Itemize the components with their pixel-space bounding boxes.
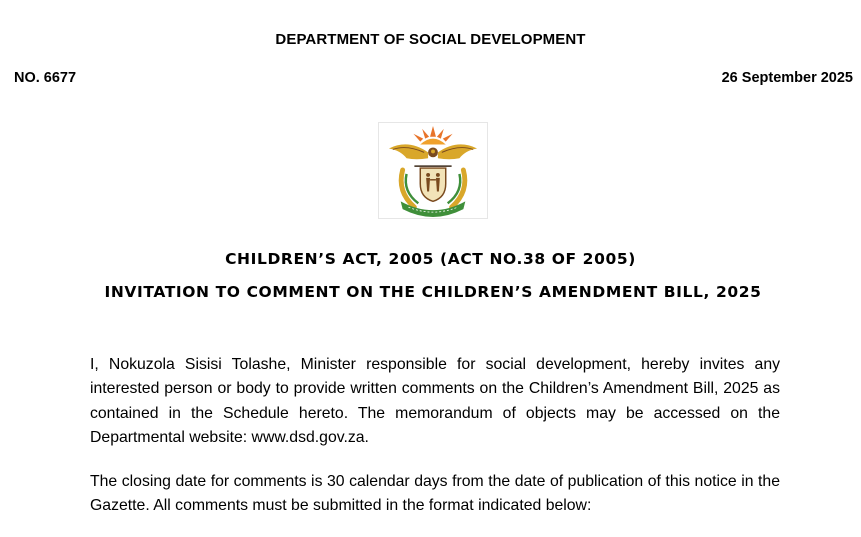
- invitation-title: INVITATION TO COMMENT ON THE CHILDREN’S AMENDMENT BILL, 2025: [104, 283, 762, 301]
- notice-number: NO. 6677: [14, 70, 77, 86]
- coat-of-arms-icon: [378, 122, 488, 219]
- department-heading: DEPARTMENT OF SOCIAL DEVELOPMENT: [275, 31, 586, 48]
- intro-paragraph: I, Nokuzola Sisisi Tolashe, Minister responsible for social development, hereby invites any interested person or body to provide written comments on the Children’s Amendment Bill, 2025 as contained in the Schedule hereto. The memorandum of objects may be accessed on the Departmental website: www.dsd.gov.za.: [90, 356, 780, 446]
- notice-meta-row: [14, 70, 853, 86]
- act-title: CHILDREN’S ACT, 2005 (ACT NO.38 OF 2005): [225, 250, 636, 268]
- notice-date: 26 September 2025: [721, 70, 853, 86]
- closing-date-paragraph: The closing date for comments is 30 calendar days from the date of publication of this notice in the Gazette. All comments must be submitted in the format indicated below:: [90, 473, 780, 515]
